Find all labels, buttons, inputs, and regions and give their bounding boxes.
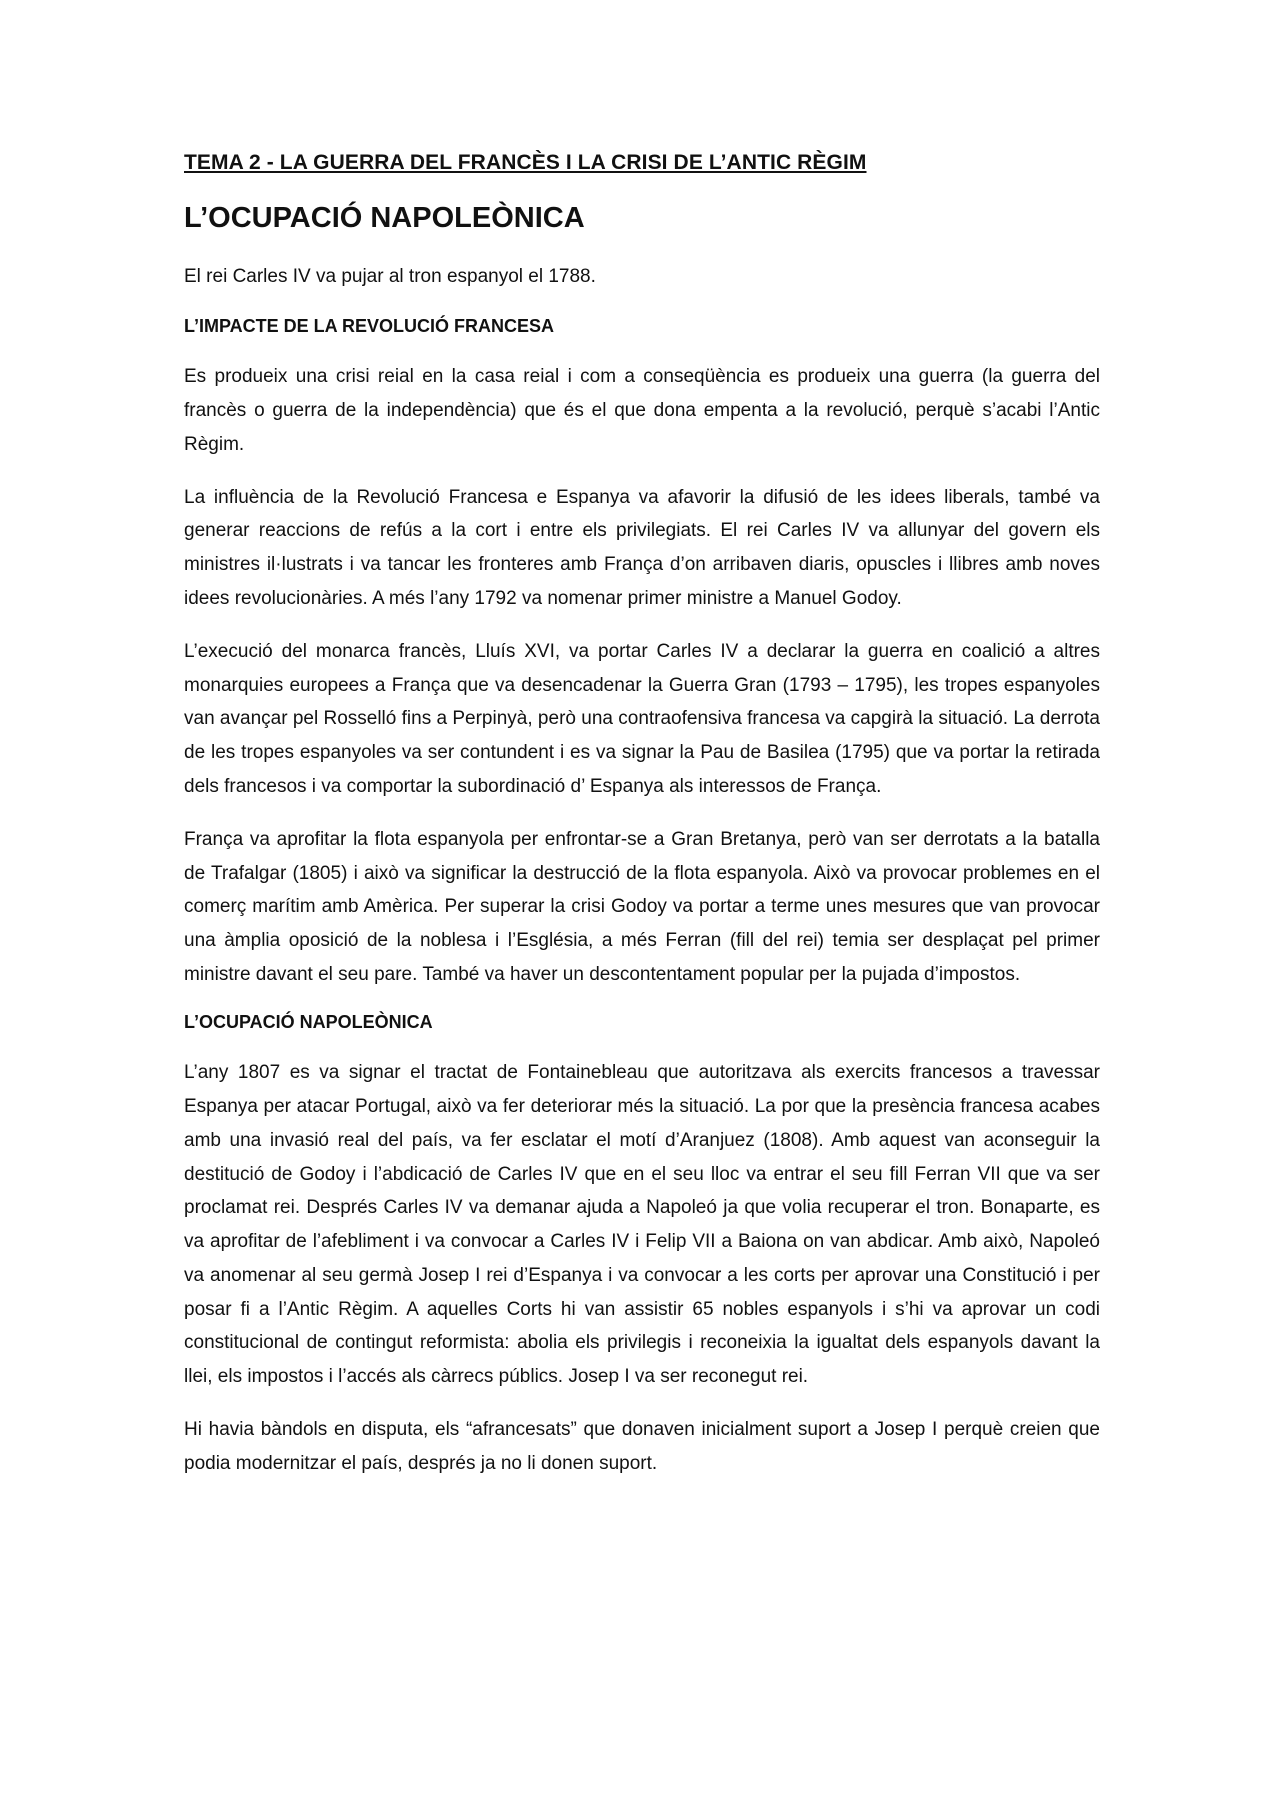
paragraph: Hi havia bàndols en disputa, els “afrancesats” que donaven inicialment suport a Josep I perquè creien que podia modernitzar el país, després ja no li donen suport.: [184, 1419, 1100, 1474]
paragraph: Es produeix una crisi reial en la casa reial i com a conseqüència es produeix una guerra (la guerra del francès o guerra de la independència) que és el que dona empenta a la revolució, perquè s’acabi l’Antic Règim.: [184, 366, 1100, 455]
section-ocupacio-napoleonica: [184, 1011, 1100, 1481]
section-heading: L’OCUPACIÓ NAPOLEÒNICA: [184, 1011, 433, 1032]
intro-paragraph: El rei Carles IV va pujar al tron espanyol el 1788.: [184, 265, 596, 287]
paragraph: L’execució del monarca francès, Lluís XVI, va portar Carles IV a declarar la guerra en coalició a altres monarquies europees a França que va desencadenar la Guerra Gran (1793 – 1795), les tropes espanyoles van avançar pel Rosselló fins a Perpinyà, però una contraofensiva francesa va capgirà la situació. La derrota de les tropes espanyoles va ser contundent i es va signar la Pau de Basilea (1795) que va portar la retirada dels francesos i va comportar la subordinació d’ Espanya als interessos de França.: [184, 640, 1100, 797]
paragraph: L’any 1807 es va signar el tractat de Fontainebleau que autoritzava als exercits francesos a travessar Espanya per atacar Portugal, això va fer deteriorar més la situació. La por que la presència francesa acabes amb una invasió real del país, va fer esclatar el motí d’Aranjuez (1808). Amb aquest van aconseguir la destitució de Godoy i l’abdicació de Carles IV que en el seu lloc va entrar el seu fill Ferran VII que va ser proclamat rei. Després Carles IV va demanar ajuda a Napoleó ja que volia recuperar el tron. Bonaparte, es va aprofitar de l’afebliment i va convocar a Carles IV i Felip VII a Baiona on van abdicar. Amb això, Napoleó va anomenar al seu germà Josep I rei d’Espanya i va convocar a les corts per aprovar una Constitució i per posar fi a l’Antic Règim. A aquelles Corts hi van assistir 65 nobles espanyols i s’hi va aprovar un codi constitucional de contingut reformista: abolia els privilegis i reconeixia la igualtat dels espanyols davant la llei, els impostos i l’accés als càrrecs públics. Josep I va ser reconegut rei.: [184, 1062, 1100, 1388]
section-revolucio-francesa: [184, 315, 1100, 992]
document-title: TEMA 2 - LA GUERRA DEL FRANCÈS I LA CRISI DE L’ANTIC RÈGIM: [184, 151, 867, 174]
section-heading: L’IMPACTE DE LA REVOLUCIÓ FRANCESA: [184, 315, 555, 336]
paragraph: La influència de la Revolució Francesa e Espanya va afavorir la difusió de les idees liberals, també va generar reaccions de refús a la cort i entre els privilegiats. El rei Carles IV va allunyar del govern els ministres il·lustrats i va tancar les fronteres amb França d’on arribaven diaris, opuscles i llibres amb noves idees revolucionàries. A més l’any 1792 va nomenar primer ministre a Manuel Godoy.: [184, 486, 1100, 609]
paragraph: França va aprofitar la flota espanyola per enfrontar-se a Gran Bretanya, però van ser derrotats a la batalla de Trafalgar (1805) i això va significar la destrucció de la flota espanyola. Això va provocar problemes en el comerç marítim amb Amèrica. Per superar la crisi Godoy va portar a terme unes mesures que van provocar una àmplia oposició de la noblesa i l’Església, a més Ferran (fill del rei) temia ser desplaçat pel primer ministre davant el seu pare. També va haver un descontentament popular per la pujada d’impostos.: [184, 828, 1100, 985]
document-page: [184, 150, 1100, 1500]
main-heading: L’OCUPACIÓ NAPOLEÒNICA: [184, 202, 585, 235]
